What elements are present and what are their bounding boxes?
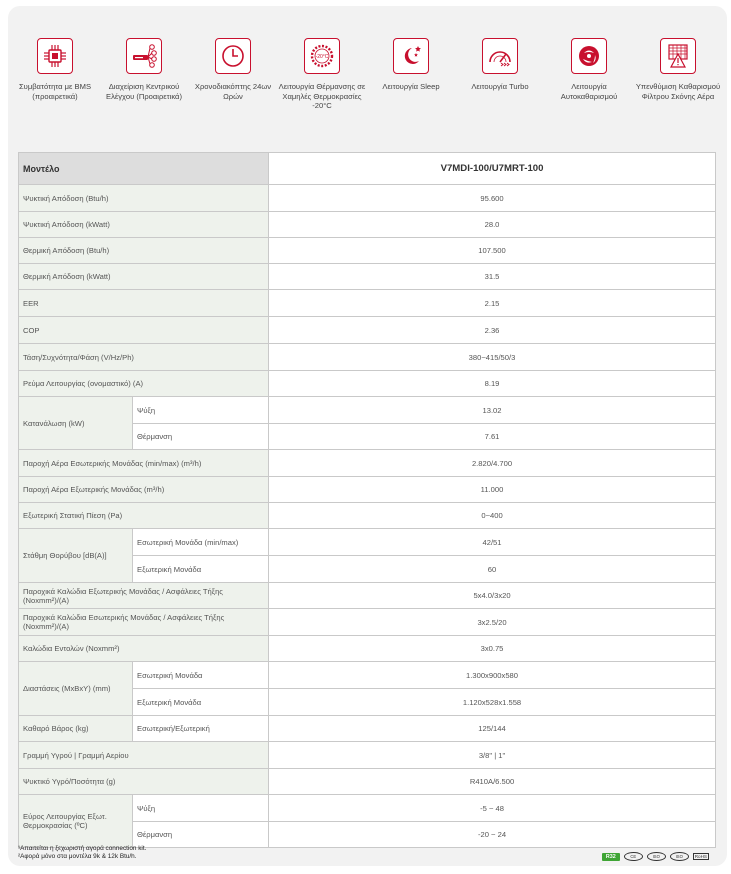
table-row <box>19 636 716 662</box>
clock-24h-icon <box>215 38 251 74</box>
table-row <box>19 238 716 264</box>
row-sub-label: Εσωτερική Μονάδα (min/max) <box>133 529 269 556</box>
row-value: 3x0.75 <box>269 636 716 662</box>
feature-label: Συμβατότητα με BMS (προαιρετικά) <box>18 82 92 101</box>
footnote-1: ¹Απαιτείται η ξεχωριστή αγορά connection kit. <box>18 845 147 852</box>
table-row <box>19 290 716 317</box>
central-control-icon <box>126 38 162 74</box>
feature-self-clean <box>544 38 634 101</box>
table-row <box>19 742 716 769</box>
feature-label: Διαχείριση Κεντρικού Ελέγχου (Προαιρετικά) <box>106 82 182 101</box>
table-row <box>19 769 716 795</box>
table-row <box>19 212 716 238</box>
row-label: Κατανάλωση (kW) <box>19 397 133 450</box>
row-label: EER <box>19 290 269 317</box>
row-label: Εύρος Λειτουργίας Εξωτ. Θερμοκρασίας (ºC) <box>19 795 133 848</box>
feature-label: Λειτουργία Turbo <box>471 82 529 91</box>
row-value: 3x2.5/20 <box>269 609 716 636</box>
table-row <box>19 317 716 344</box>
row-value: 1.120x528x1.558 <box>269 689 716 716</box>
row-sub-label: Εξωτερική Μονάδα <box>133 689 269 716</box>
row-label: Ψυκτικό Υγρό/Ποσότητα (g) <box>19 769 269 795</box>
row-value: 11.000 <box>269 477 716 503</box>
row-label: Ψυκτική Απόδοση (kWatt) <box>19 212 269 238</box>
table-row <box>19 477 716 503</box>
row-value: 380~415/50/3 <box>269 344 716 371</box>
row-value: 107.500 <box>269 238 716 264</box>
row-value: 125/144 <box>269 716 716 742</box>
row-sub-label: Ψύξη <box>133 795 269 822</box>
footnotes <box>18 845 146 862</box>
low-temp-icon-text: -20°C <box>315 54 329 60</box>
table-header-row <box>19 153 716 185</box>
row-value: 5x4.0/3x20 <box>269 583 716 609</box>
row-value: 1.300x900x580 <box>269 662 716 689</box>
row-value: 8.19 <box>269 371 716 397</box>
row-label: Καθαρό Βάρος (kg) <box>19 716 133 742</box>
model-header-label: Μοντέλο <box>19 153 269 185</box>
feature-turbo <box>455 38 545 92</box>
row-label: Ρεύμα Λειτουργίας (ονομαστικό) (A) <box>19 371 269 397</box>
feature-central-control <box>99 38 189 101</box>
r32-badge: R32 <box>602 853 620 861</box>
row-sub-label: Εσωτερική Μονάδα <box>133 662 269 689</box>
row-label: Καλώδια Εντολών (Noxmm²) <box>19 636 269 662</box>
row-value: 28.0 <box>269 212 716 238</box>
row-sub-label: Εσωτερική/Εξωτερική <box>133 716 269 742</box>
row-label: Παροχικά Καλώδια Εσωτερικής Μονάδας / Ασφάλειες Τήξης (Noxmm²)/(A) <box>19 609 269 636</box>
row-label: Παροχή Αέρα Εξωτερικής Μονάδας (m³/h) <box>19 477 269 503</box>
row-value: -20 ~ 24 <box>269 822 716 848</box>
row-label: Εξωτερική Στατική Πίεση (Pa) <box>19 503 269 529</box>
iso-badge-1: ISO <box>647 852 666 861</box>
table-row <box>19 371 716 397</box>
model-name: V7MDI-100/U7MRT-100 <box>269 153 716 185</box>
certification-badges <box>602 852 709 861</box>
feature-label: Λειτουργία Αυτοκαθαρισμού <box>560 82 618 101</box>
row-label: Θερμική Απόδοση (kWatt) <box>19 264 269 290</box>
bms-chip-icon <box>37 38 73 74</box>
turbo-gauge-icon <box>482 38 518 74</box>
feature-label: Χρονοδιακόπτης 24ων Ωρών <box>194 82 272 101</box>
row-value: 60 <box>269 556 716 583</box>
row-label: Θερμική Απόδοση (Btu/h) <box>19 238 269 264</box>
row-label: Στάθμη Θορύβου [dB(A)] <box>19 529 133 583</box>
row-label: Παροχικά Καλώδια Εξωτερικής Μονάδας / Ασφάλειες Τήξης (Noxmm²)/(A) <box>19 583 269 609</box>
table-row <box>19 503 716 529</box>
table-row <box>19 529 716 556</box>
feature-label: Λειτουργία Θέρμανσης σε Χαμηλές Θερμοκρασίες -20°C <box>278 82 366 111</box>
row-label: COP <box>19 317 269 344</box>
table-row <box>19 662 716 689</box>
row-label: Γραμμή Υγρού | Γραμμή Αερίου <box>19 742 269 769</box>
footnote-2: ²Αφορά μόνο στα μοντέλα 9k & 12k Btu/h. <box>18 853 137 861</box>
feature-label: Λειτουργία Sleep <box>382 82 440 91</box>
row-value: 42/51 <box>269 529 716 556</box>
row-value: -5 ~ 48 <box>269 795 716 822</box>
row-value: 2.36 <box>269 317 716 344</box>
table-row <box>19 450 716 477</box>
table-row <box>19 716 716 742</box>
row-label: Παροχή Αέρα Εσωτερικής Μονάδας (min/max) (m³/h) <box>19 450 269 477</box>
feature-sleep <box>366 38 456 92</box>
row-sub-label: Θέρμανση <box>133 424 269 450</box>
table-row <box>19 344 716 371</box>
row-label: Ψυκτική Απόδοση (Btu/h) <box>19 185 269 212</box>
table-row <box>19 583 716 609</box>
feature-filter-reminder <box>633 38 723 101</box>
row-value: 0~400 <box>269 503 716 529</box>
row-value: R410A/6.500 <box>269 769 716 795</box>
row-sub-label: Εξωτερική Μονάδα <box>133 556 269 583</box>
row-label: Διαστάσεις (ΜxΒxΥ) (mm) <box>19 662 133 716</box>
row-sub-label: Θέρμανση <box>133 822 269 848</box>
table-row <box>19 609 716 636</box>
row-sub-label: Ψύξη <box>133 397 269 424</box>
ce-badge: CE <box>624 852 643 861</box>
sleep-moon-icon <box>393 38 429 74</box>
self-clean-icon <box>571 38 607 74</box>
low-temp-heating-icon <box>304 38 340 74</box>
table-row <box>19 795 716 822</box>
feature-label: Υπενθύμιση Καθαρισμού Φίλτρου Σκόνης Αέρα <box>635 82 721 101</box>
row-value: 2.820/4.700 <box>269 450 716 477</box>
filter-warning-icon <box>660 38 696 74</box>
feature-bms <box>10 38 100 101</box>
row-value: 95.600 <box>269 185 716 212</box>
table-row <box>19 264 716 290</box>
table-row <box>19 397 716 424</box>
feature-icons-row <box>10 38 721 128</box>
iso-badge-2: ISO <box>670 852 689 861</box>
feature-low-temp <box>277 38 367 111</box>
row-value: 3/8" | 1" <box>269 742 716 769</box>
feature-timer <box>188 38 278 101</box>
row-value: 2.15 <box>269 290 716 317</box>
row-value: 13.02 <box>269 397 716 424</box>
rohs-badge: RoHS <box>694 854 707 859</box>
row-value: 31.5 <box>269 264 716 290</box>
row-value: 7.61 <box>269 424 716 450</box>
spec-table <box>18 152 716 848</box>
table-row <box>19 185 716 212</box>
row-label: Τάση/Συχνότητα/Φάση (V/Hz/Ph) <box>19 344 269 371</box>
